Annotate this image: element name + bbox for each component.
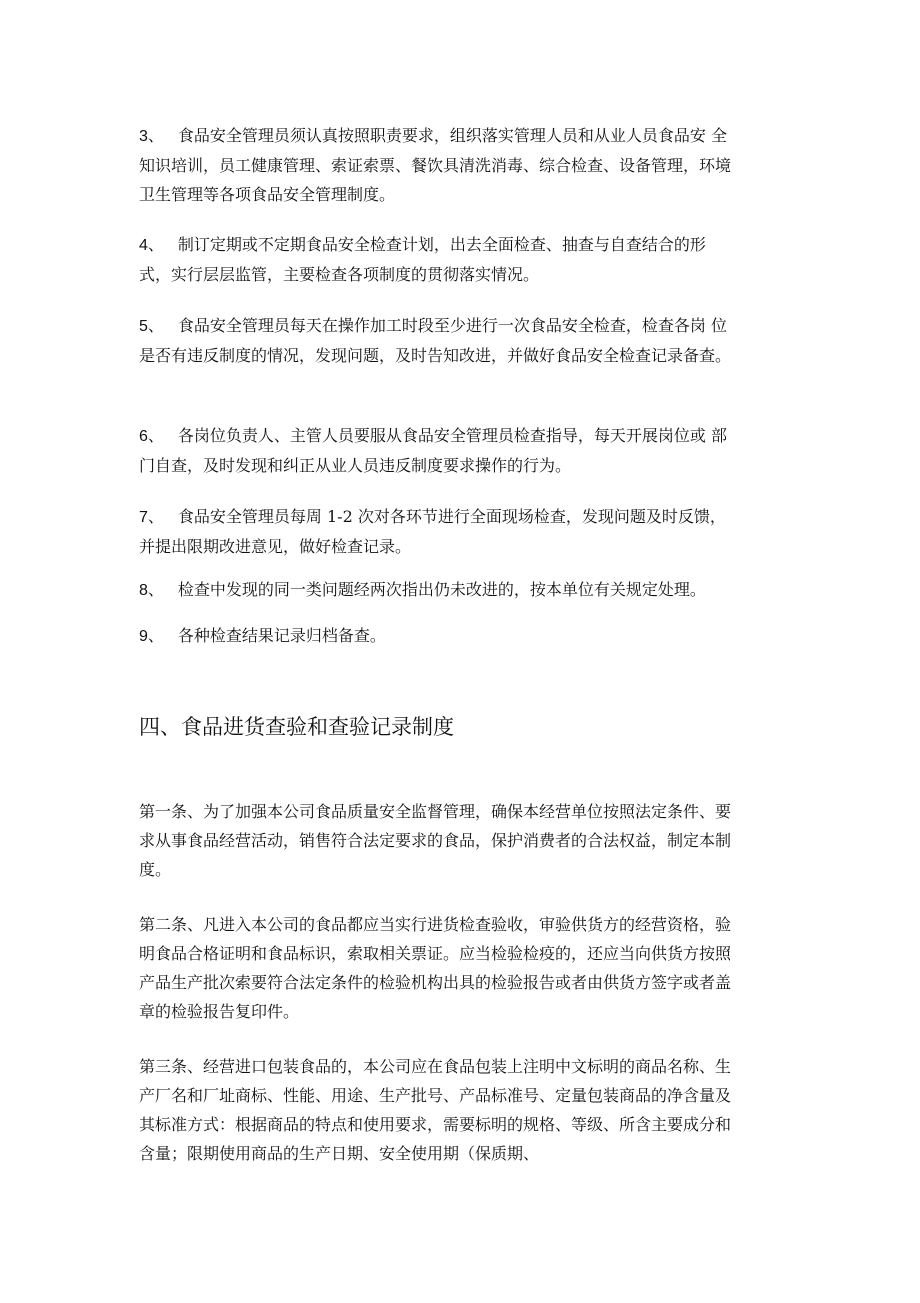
article-paragraph: 第一条、为了加强本公司食品质量安全监督管理，确保本经营单位按照法定条件、要求从事食品经营活动，销售符合法定要求的食品，保护消费者的合法权益，制定本制度。	[139, 802, 732, 879]
item-number: 5、	[139, 318, 164, 335]
article-paragraph: 第三条、经营进口包装食品的，本公司应在食品包装上注明中文标明的商品名称、生产厂名和厂址商标、性能、用途、生产批号、产品标准号、定量包装商品的净含量及其标准方式：根据商品的特点和使用要求，需要标明的规格、等级、所含主要成分和含量；限期使用商品的生产日期、安全使用期（保质期、	[139, 1057, 732, 1163]
list-item	[139, 502, 739, 561]
item-text: 制订定期或不定期食品安全检查计划，出去全面检查、抽查与自查结合的形 式，实行层层监管，主要检查各项制度的贯彻落实情况。	[139, 235, 706, 284]
item-number: 8、	[139, 582, 164, 599]
article-paragraph: 第二条、凡进入本公司的食品都应当实行进货检查验收，审验供货方的经营资格，验明食品合格证明和食品标识，索取相关票证。应当检验检疫的，还应当向供货方按照产品生产批次索要符合法定条件的检验机构出具的检验报告或者由供货方签字或者盖章的检验报告复印件。	[139, 915, 732, 1021]
item-text: 检查中发现的同一类问题经两次指出仍未改进的，按本单位有关规定处理。	[177, 580, 706, 599]
list-item	[139, 421, 739, 480]
item-text: 食品安全管理员每周 1-2 次对各环节进行全面现场检查，发现问题及时反馈， 并提出限期改进意见，做好检查记录。	[139, 507, 726, 556]
item-number: 9、	[139, 628, 164, 645]
item-text: 食品安全管理员每天在操作加工时段至少进行一次食品安全检查，检查各岗 位是否有违反制度的情况，发现问题，及时告知改进，并做好食品安全检查记录备查。	[139, 316, 732, 365]
item-number: 6、	[139, 428, 164, 445]
item-text: 各种检查结果记录归档备查。	[177, 626, 386, 645]
item-number: 7、	[139, 509, 164, 526]
list-item	[139, 621, 739, 651]
item-number: 4、	[139, 237, 164, 254]
item-text: 食品安全管理员须认真按照职责要求，组织落实管理人员和从业人员食品安 全 知识培训，员工健康管理、索证索票、餐饮具清洗消毒、综合检查、设备管理，环境卫生管理等各项食品安全管理制度。	[139, 126, 732, 204]
item-text: 各岗位负责人、主管人员要服从食品安全管理员检查指导，每天开展岗位或 部门自查，及时发现和纠正从业人员违反制度要求操作的行为。	[139, 426, 727, 475]
list-item	[139, 121, 739, 209]
list-item	[139, 311, 739, 370]
section-heading: 四、食品进货查验和查验记录制度	[139, 715, 454, 739]
list-item	[139, 575, 759, 605]
list-item	[139, 230, 739, 289]
item-number: 3、	[139, 128, 164, 145]
